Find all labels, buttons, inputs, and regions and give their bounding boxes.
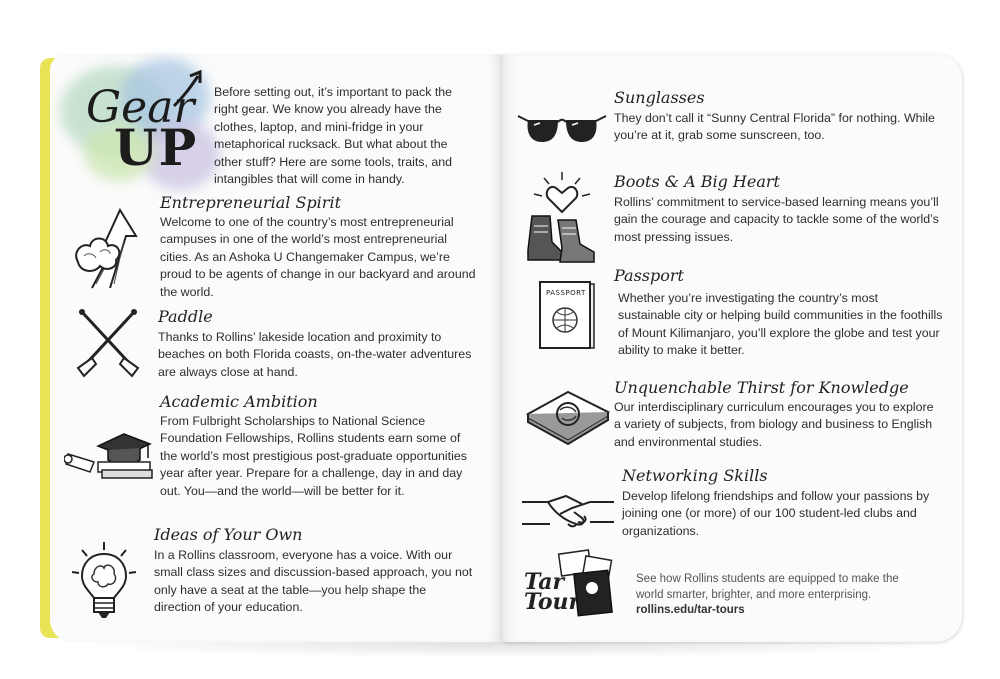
heading-networking-skills: Networking Skills <box>622 466 768 485</box>
passport-label: PASSPORT <box>546 289 586 297</box>
sunglasses-icon <box>516 108 608 148</box>
text-academic-ambition: From Fulbright Scholarships to National Science Foundation Fellowships, Rollins students earn some of the world’s most prestigious post-graduate opportunities year after year. Prepare for a challenge, day in and day out. You—and the world—will be better for it. <box>160 414 467 498</box>
gear-title: Gear <box>86 82 195 133</box>
heading-thirst-for-knowledge: Unquenchable Thirst for Knowledge <box>614 378 909 397</box>
lightbulb-brain-icon <box>68 540 140 624</box>
text-thirst-for-knowledge: Our interdisciplinary curriculum encourages you to explore a variety of subjects, from biology and business to English and environmental studies. <box>614 400 934 449</box>
up-title: UP <box>114 118 198 177</box>
tar-tours-text: See how Rollins students are equipped to make the world smarter, brighter, and more enterprising. <box>636 573 899 601</box>
heading-academic-ambition: Academic Ambition <box>160 392 318 411</box>
tar-tours-link[interactable]: rollins.edu/tar-tours <box>636 604 745 616</box>
title-arrow-icon <box>170 70 206 110</box>
intro-text: Before setting out, it’s important to pack the right gear. We know you already have the clothes, laptop, and mini-fridge in your metaphorical rucksack. But what about the other stuff? Here are some tools, traits, and intangibles that will come in handy. <box>214 85 453 187</box>
crossed-paddles-icon <box>74 306 142 378</box>
tar-tours-logo: Tar Tours <box>524 569 593 615</box>
heading-sunglasses: Sunglasses <box>614 88 705 107</box>
text-networking-skills: Develop lifelong friendships and follow your passions by joining one (or more) of our 100 student-led clubs and organizations. <box>622 489 930 538</box>
text-passport: Whether you’re investigating the country’s most sustainable city or helping build communities in the foothills of Mount Kilimanjaro, you’ll explore the globe and test your ability to make it better. <box>618 291 943 358</box>
heading-ideas-of-your-own: Ideas of Your Own <box>154 525 303 544</box>
heading-passport: Passport <box>614 266 684 285</box>
handshake-icon <box>520 484 616 536</box>
heading-paddle: Paddle <box>158 307 213 326</box>
book-icon <box>524 384 612 450</box>
text-ideas-of-your-own: In a Rollins classroom, everyone has a voice. With our small class sizes and discussion-based approach, you not only have a seat at the table—you help shape the direction of your education. <box>154 548 473 615</box>
text-sunglasses: They don’t call it “Sunny Central Florida” for nothing. While you’re at it, grab some sunscreen, too. <box>614 111 935 143</box>
graduation-cap-icon <box>64 416 156 480</box>
text-entrepreneurial-spirit: Welcome to one of the country’s most entrepreneurial campuses in one of the world’s most entrepreneurial cities. As an Ashoka U Changemaker Campus, we’re proud to be agents of change in our backyard and around the world. <box>160 215 476 299</box>
heading-boots-big-heart: Boots & A Big Heart <box>614 172 780 191</box>
heading-entrepreneurial-spirit: Entrepreneurial Spirit <box>160 193 341 212</box>
boots-heart-icon <box>522 170 602 266</box>
text-paddle: Thanks to Rollins’ lakeside location and proximity to beaches on both Florida coasts, on-the-water adventures are always close at hand. <box>158 330 472 379</box>
arrow-cloud-icon <box>70 196 150 296</box>
text-boots-big-heart: Rollins’ commitment to service-based learning means you’ll gain the courage and capacity to tackle some of the world’s most pressing issues. <box>614 195 939 244</box>
